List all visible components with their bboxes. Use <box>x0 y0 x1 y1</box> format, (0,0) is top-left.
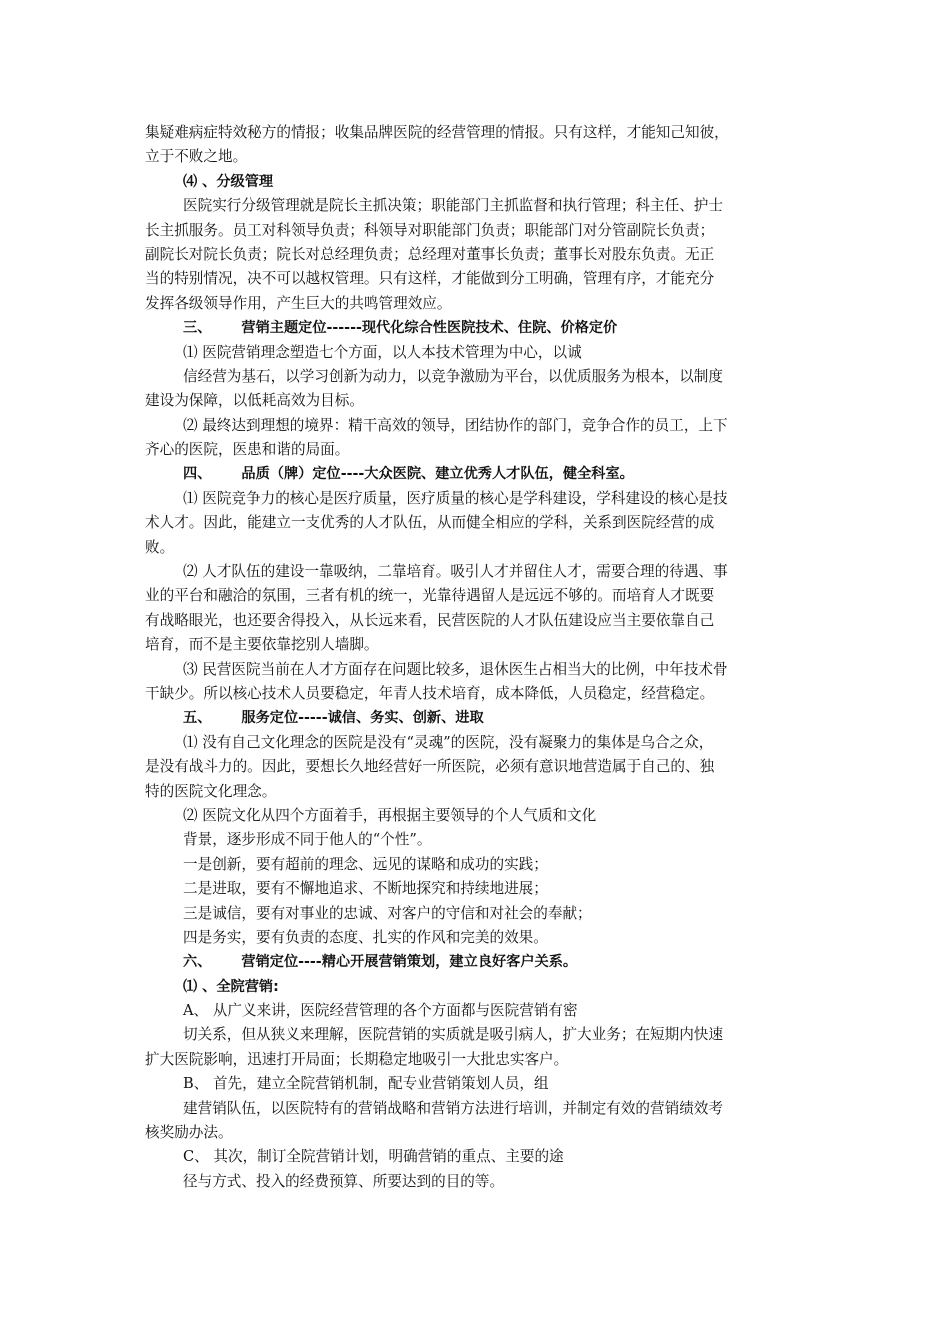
paragraph-line: 齐心的医院，医患和谐的局面。 <box>145 441 350 459</box>
section-number: 五、 <box>183 710 212 727</box>
subsection-heading: ⑷ 、分级管理 <box>183 173 274 190</box>
paragraph-line: 发挥各级领导作用，产生巨大的共鸣管理效应。 <box>145 294 452 312</box>
paragraph-line: ⑵ 最终达到理想的境界：精干高效的领导，团结协作的部门，竞争合作的员工，上下 <box>183 416 728 434</box>
paragraph-line: 立于不败之地。 <box>145 148 248 166</box>
paragraph-line: 术人才。因此，能建立一支优秀的人才队伍，从而健全相应的学科，关系到医院经营的成 <box>145 514 715 532</box>
paragraph-line: 培育，而不是主要依靠挖别人墙脚。 <box>145 636 379 654</box>
paragraph-line: 当的特别情况，决不可以越权管理。只有这样，才能做到分工明确，管理有序，才能充分 <box>145 270 715 288</box>
section-heading <box>145 316 807 340</box>
paragraph-line: A、 从广义来讲，医院经营管理的各个方面都与医院营销有密 <box>183 1002 578 1020</box>
section-title: 营销主题定位------现代化综合性医院技术、住院、价格定价 <box>241 320 618 337</box>
paragraph-line: 切关系，但从狭义来理解，医院营销的实质就是吸引病人，扩大业务；在短期内快速 <box>183 1026 723 1044</box>
paragraph-line: 特的医院文化理念。 <box>145 782 277 800</box>
subsection-heading: ⑴ 、全院营销: <box>183 978 279 995</box>
paragraph-line: 四是务实，要有负责的态度、扎实的作风和完美的效果。 <box>183 928 548 946</box>
paragraph-line: 副院长对院长负责；院长对总经理负责；总经理对董事长负责；董事长对股东负责。无正 <box>145 245 715 263</box>
section-number: 三、 <box>183 320 212 337</box>
paragraph-line: 医院实行分级管理就是院长主抓决策；职能部门主抓监督和执行管理；科主任、护士 <box>183 197 723 215</box>
paragraph-line: ⑴ 医院竞争力的核心是医疗质量，医疗质量的核心是学科建设，学科建设的核心是技 <box>183 489 728 507</box>
paragraph-line: 径与方式、投入的经费预算、所要达到的目的等。 <box>183 1172 505 1190</box>
section-heading <box>145 706 807 730</box>
paragraph-line: 核奖励办法。 <box>145 1124 233 1142</box>
section-heading <box>145 462 807 486</box>
paragraph-line: ⑵ 医院文化从四个方面着手，再根据主要领导的个人气质和文化 <box>183 806 597 824</box>
paragraph-line: 三是诚信，要有对事业的忠诚、对客户的守信和对社会的奉献； <box>183 904 592 922</box>
paragraph-line: 扩大医院影响，迅速打开局面；长期稳定地吸引一大批忠实客户。 <box>145 1050 569 1068</box>
paragraph-line: 信经营为基石，以学习创新为动力，以竞争激励为平台，以优质服务为根本，以制度 <box>183 367 723 385</box>
paragraph-line: 一是创新，要有超前的理念、远见的谋略和成功的实践； <box>183 855 548 873</box>
paragraph-line: C、 其次，制订全院营销计划，明确营销的重点、主要的途 <box>183 1148 564 1166</box>
paragraph-line: ⑴ 没有自己文化理念的医院是没有“灵魂”的医院，没有凝聚力的集体是乌合之众， <box>183 733 714 751</box>
paragraph-line: 集疑难病症特效秘方的情报；收集品牌医院的经营管理的情报。只有这样，才能知己知彼， <box>145 124 729 141</box>
paragraph-line: 败。 <box>145 538 175 556</box>
section-heading <box>145 950 807 974</box>
paragraph-line: 干缺少。所以核心技术人员要稳定，年青人技术培育，成本降低，人员稳定，经营稳定。 <box>145 684 715 702</box>
section-title: 营销定位----精心开展营销策划，建立良好客户关系。 <box>241 954 578 971</box>
section-title: 服务定位-----诚信、务实、创新、进取 <box>241 710 484 727</box>
paragraph-line: 是没有战斗力的。因此，要想长久地经营好一所医院，必须有意识地营造属于自己的、独 <box>145 758 715 776</box>
paragraph-line: 有战略眼光，也还要舍得投入，从长远来看，民营医院的人才队伍建设应当主要依靠自己 <box>145 611 715 629</box>
paragraph-line: ⑵ 人才队伍的建设一靠吸纳，二靠培育。吸引人才并留住人才，需要合理的待遇、事 <box>183 563 728 581</box>
section-number: 四、 <box>183 466 212 483</box>
paragraph-line: 建设为保障，以低耗高效为目标。 <box>145 392 364 410</box>
paragraph-line: 建营销队伍，以医院特有的营销战略和营销方法进行培训，并制定有效的营销绩效考 <box>183 1099 723 1117</box>
paragraph-line: 二是进取，要有不懈地追求、不断地探究和持续地进展； <box>183 880 548 898</box>
paragraph-line: 业的平台和融洽的氛围，三者有机的统一，光靠待遇留人是远远不够的。而培育人才既要 <box>145 587 715 605</box>
document-body <box>145 121 807 1194</box>
paragraph-line: ⑶ 民营医院当前在人才方面存在问题比较多，退休医生占相当大的比例，中年技术骨 <box>183 660 728 678</box>
section-number: 六、 <box>183 954 212 971</box>
paragraph-line: 长主抓服务。员工对科领导负责；科领导对职能部门负责；职能部门对分管副院长负责； <box>145 221 715 239</box>
paragraph-line: 背景，逐步形成不同于他人的“个性”。 <box>183 831 432 849</box>
section-title: 品质（牌）定位----大众医院、建立优秀人才队伍，健全科室。 <box>241 466 634 483</box>
paragraph-line: ⑴ 医院营销理念塑造七个方面，以人本技术管理为中心，以诚 <box>183 343 582 361</box>
paragraph-line: B、 首先，建立全院营销机制，配专业营销策划人员，组 <box>183 1075 549 1093</box>
